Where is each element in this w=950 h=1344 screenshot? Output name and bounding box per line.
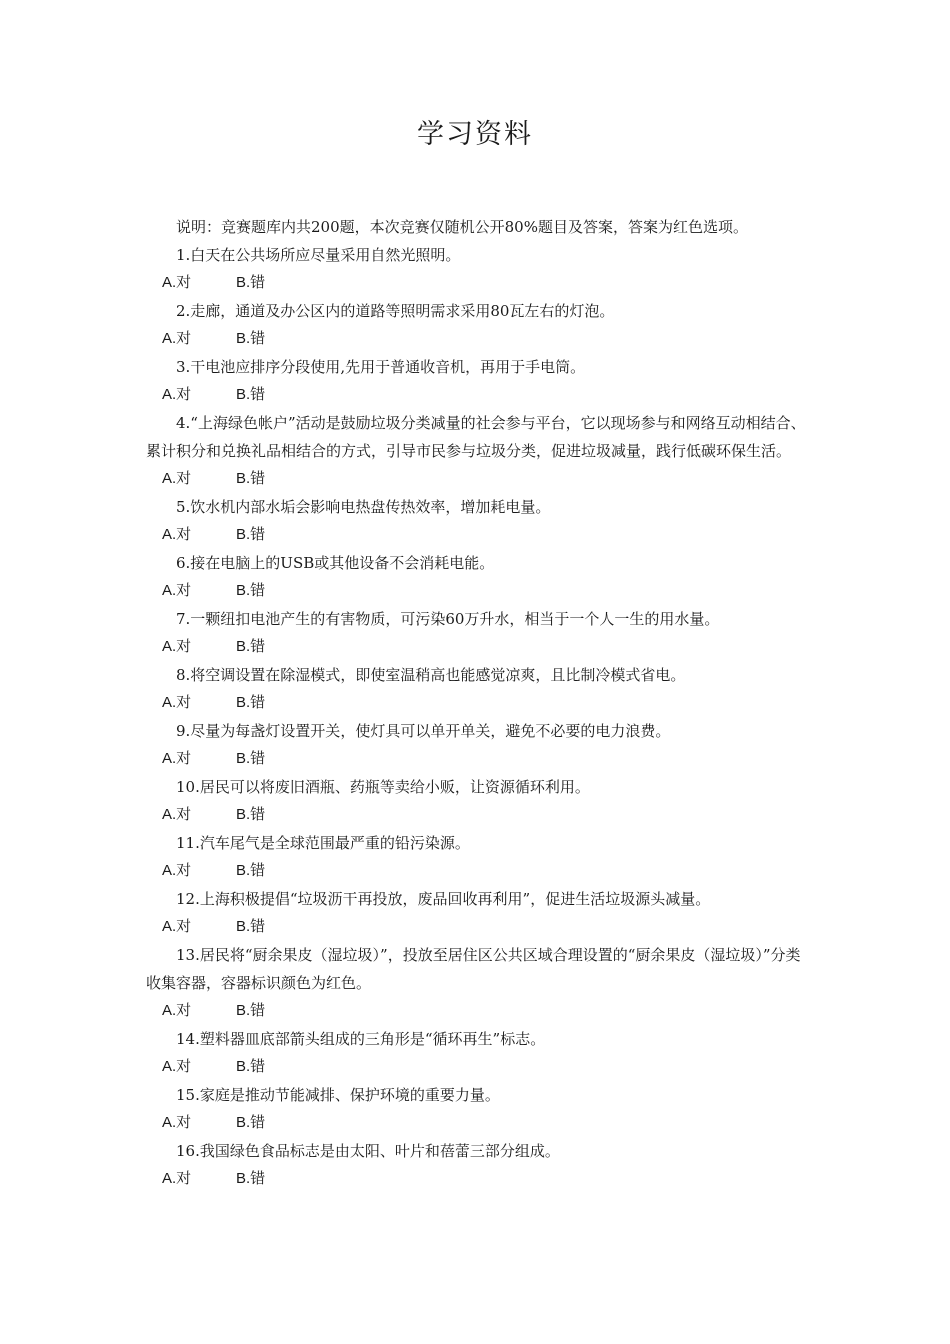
answer-options bbox=[146, 465, 810, 493]
option-a-true: A.对 bbox=[162, 1170, 192, 1187]
option-a-true: A.对 bbox=[162, 1002, 192, 1019]
option-a-true: A.对 bbox=[162, 1058, 192, 1075]
option-a-true: A.对 bbox=[162, 1114, 192, 1131]
option-b-false: B.错 bbox=[236, 582, 266, 599]
option-a-true: A.对 bbox=[162, 694, 192, 711]
option-a-true: A.对 bbox=[162, 806, 192, 823]
answer-options bbox=[146, 577, 810, 605]
question-text: 4.“上海绿色帐户”活动是鼓励垃圾分类减量的社会参与平台，它以现场参与和网络互动相结合、累计积分和兑换礼品相结合的方式，引导市民参与垃圾分类，促进垃圾减量，践行低碳环保生活。 bbox=[146, 414, 806, 460]
question-text: 7.一颗纽扣电池产生的有害物质，可污染60万升水，相当于一个人一生的用水量。 bbox=[176, 610, 720, 628]
option-a-true: A.对 bbox=[162, 918, 192, 935]
option-b-false: B.错 bbox=[236, 470, 266, 487]
question-text: 8.将空调设置在除湿模式，即使室温稍高也能感觉凉爽，且比制冷模式省电。 bbox=[176, 666, 686, 684]
option-b-false: B.错 bbox=[236, 806, 266, 823]
option-b-false: B.错 bbox=[236, 918, 266, 935]
answer-options bbox=[146, 689, 810, 717]
option-a-true: A.对 bbox=[162, 386, 192, 403]
document-body bbox=[146, 213, 810, 1193]
question-text: 3.干电池应排序分段使用,先用于普通收音机，再用于手电筒。 bbox=[176, 358, 586, 376]
option-b-false: B.错 bbox=[236, 1170, 266, 1187]
answer-options bbox=[146, 633, 810, 661]
option-a-true: A.对 bbox=[162, 526, 192, 543]
question-text: 10.居民可以将废旧酒瓶、药瓶等卖给小贩，让资源循环利用。 bbox=[176, 778, 590, 796]
answer-options bbox=[146, 801, 810, 829]
option-b-false: B.错 bbox=[236, 862, 266, 879]
question-text: 11.汽车尾气是全球范围最严重的铅污染源。 bbox=[176, 834, 470, 852]
option-b-false: B.错 bbox=[236, 1058, 266, 1075]
question-text: 16.我国绿色食品标志是由太阳、叶片和蓓蕾三部分组成。 bbox=[176, 1142, 560, 1160]
question-text: 12.上海积极提倡“垃圾沥干再投放，废品回收再利用”，促进生活垃圾源头减量。 bbox=[176, 890, 711, 908]
question-text: 14.塑料器皿底部箭头组成的三角形是“循环再生”标志。 bbox=[176, 1030, 546, 1048]
question-text: 9.尽量为每盏灯设置开关，使灯具可以单开单关，避免不必要的电力浪费。 bbox=[176, 722, 671, 740]
answer-options bbox=[146, 857, 810, 885]
answer-options bbox=[146, 269, 810, 297]
answer-options bbox=[146, 521, 810, 549]
question-text: 1.白天在公共场所应尽量采用自然光照明。 bbox=[176, 246, 461, 264]
answer-options bbox=[146, 1165, 810, 1193]
answer-options bbox=[146, 1053, 810, 1081]
option-a-true: A.对 bbox=[162, 274, 192, 291]
option-b-false: B.错 bbox=[236, 386, 266, 403]
question-text: 5.饮水机内部水垢会影响电热盘传热效率，增加耗电量。 bbox=[176, 498, 551, 516]
option-b-false: B.错 bbox=[236, 1002, 266, 1019]
option-b-false: B.错 bbox=[236, 1114, 266, 1131]
answer-options bbox=[146, 913, 810, 941]
question-text: 6.接在电脑上的USB或其他设备不会消耗电能。 bbox=[176, 554, 495, 572]
question-list bbox=[146, 241, 810, 1193]
answer-options bbox=[146, 997, 810, 1025]
option-a-true: A.对 bbox=[162, 470, 192, 487]
option-b-false: B.错 bbox=[236, 526, 266, 543]
option-a-true: A.对 bbox=[162, 750, 192, 767]
answer-options bbox=[146, 325, 810, 353]
option-a-true: A.对 bbox=[162, 638, 192, 655]
page-title: 学习资料 bbox=[417, 119, 533, 150]
answer-options bbox=[146, 1109, 810, 1137]
question-text: 15.家庭是推动节能减排、保护环境的重要力量。 bbox=[176, 1086, 500, 1104]
instruction-note: 说明：竞赛题库内共200题，本次竞赛仅随机公开80%题目及答案，答案为红色选项。 bbox=[176, 218, 748, 236]
option-b-false: B.错 bbox=[236, 750, 266, 767]
option-b-false: B.错 bbox=[236, 638, 266, 655]
option-b-false: B.错 bbox=[236, 330, 266, 347]
option-b-false: B.错 bbox=[236, 694, 266, 711]
answer-options bbox=[146, 745, 810, 773]
option-b-false: B.错 bbox=[236, 274, 266, 291]
option-a-true: A.对 bbox=[162, 862, 192, 879]
question-text: 13.居民将“厨余果皮（湿垃圾）”，投放至居住区公共区域合理设置的“厨余果皮（湿垃圾）”分类收集容器，容器标识颜色为红色。 bbox=[146, 946, 801, 992]
answer-options bbox=[146, 381, 810, 409]
option-a-true: A.对 bbox=[162, 330, 192, 347]
question-text: 2.走廊，通道及办公区内的道路等照明需求采用80瓦左右的灯泡。 bbox=[176, 302, 615, 320]
option-a-true: A.对 bbox=[162, 582, 192, 599]
